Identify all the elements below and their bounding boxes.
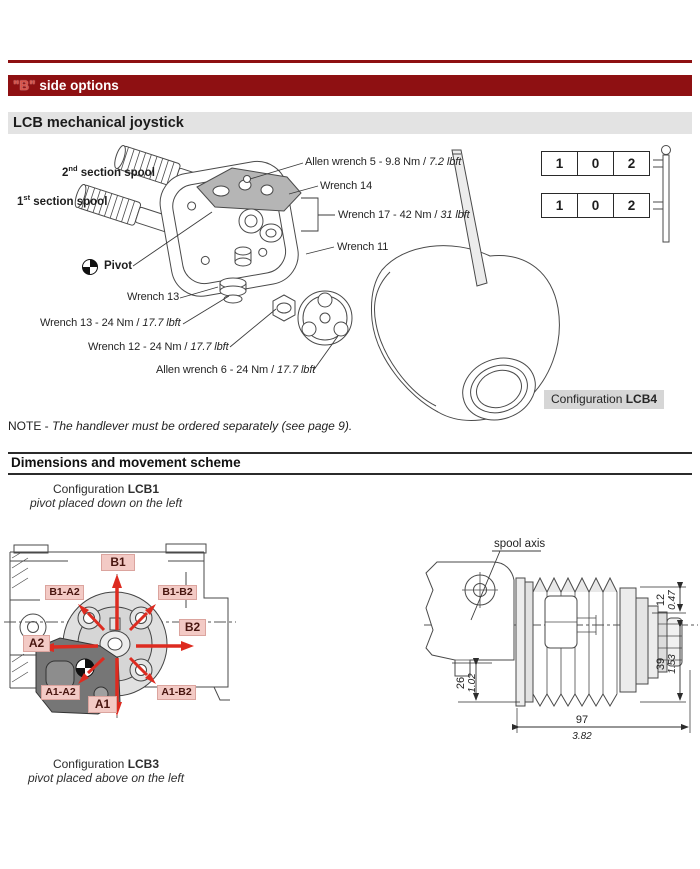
movement-label-b1-b2: B1-B2 <box>158 585 197 600</box>
dim-26-inch: 1.02 <box>467 673 478 693</box>
movement-label-a1-b2: A1-B2 <box>157 685 196 700</box>
code-cell: 0 <box>577 194 613 217</box>
callout-wrench-13: Wrench 13 <box>127 291 180 303</box>
movement-label-b1-a2: B1-A2 <box>45 585 84 600</box>
callout-allen-wrench-6: Allen wrench 6 - 24 Nm / 17.7 lbft <box>156 364 316 376</box>
dim-97-mm: 97 <box>575 714 589 726</box>
callout-wrench-17: Wrench 17 - 42 Nm / 31 lbft <box>338 209 470 221</box>
dim-12-inch: 0.47 <box>667 590 678 610</box>
config-lcb3-caption: Configuration LCB3 pivot placed above on the left <box>27 757 185 785</box>
movement-label-a2: A2 <box>23 635 50 652</box>
pivot-icon <box>83 260 98 275</box>
spool-code-table-1 <box>541 151 650 176</box>
section-header-b-side <box>8 75 692 96</box>
code-cell: 2 <box>613 194 649 217</box>
note-handlever: NOTE - The handlever must be ordered separately (see page 9). <box>8 419 353 433</box>
code-cell: 0 <box>577 152 613 175</box>
valve-body-side-drawing <box>426 562 514 676</box>
top-rule <box>8 60 692 63</box>
movement-label-a1-a2: A1-A2 <box>41 685 80 700</box>
label-second-section-spool: 2nd section spool <box>62 164 155 179</box>
movement-label-b2: B2 <box>179 619 206 636</box>
boot-drawing <box>371 246 559 430</box>
code-cell: 1 <box>555 198 564 213</box>
callout-wrench-14: Wrench 14 <box>320 180 373 192</box>
hex-nut-drawing <box>273 295 295 321</box>
callout-allen-wrench-5: Allen wrench 5 - 9.8 Nm / 7.2 lbft <box>305 156 462 168</box>
dim-12-mm: 12 <box>655 593 667 607</box>
coupling-disc-drawing <box>298 291 352 345</box>
callout-wrench-11: Wrench 11 <box>337 241 389 253</box>
movement-label-a1: A1 <box>88 696 117 713</box>
spool-axis-label: spool axis <box>494 538 546 550</box>
b-side-highlight: "B" <box>13 78 36 93</box>
callout-wrench-13-torque: Wrench 13 - 24 Nm / 17.7 lbft <box>40 317 181 329</box>
lever-position-schematic <box>653 146 671 243</box>
dim-39-mm: 39 <box>655 657 667 671</box>
config-lcb1-caption: Configuration LCB1 pivot placed down on the left <box>29 482 183 510</box>
dim-39-inch: 1.53 <box>667 654 678 674</box>
code-cell: 1 <box>555 156 564 171</box>
callout-wrench-12-torque: Wrench 12 - 24 Nm / 17.7 lbft <box>88 341 229 353</box>
dim-26-mm: 26 <box>455 676 467 690</box>
dim-97-inch: 3.82 <box>572 731 592 742</box>
section-header-dimensions: Dimensions and movement scheme <box>8 452 692 475</box>
label-first-section-spool: 1st section spool <box>17 193 108 208</box>
movement-label-b1: B1 <box>101 554 135 571</box>
dimension-drawing <box>420 520 700 748</box>
spool-code-table-2 <box>541 193 650 218</box>
b-side-rest: side options <box>35 78 119 93</box>
label-pivot: Pivot <box>104 260 133 272</box>
code-cell: 2 <box>613 152 649 175</box>
config-lcb4-badge: Configuration LCB4 <box>544 390 664 409</box>
subsection-header-lcb: LCB mechanical joystick <box>8 112 692 134</box>
